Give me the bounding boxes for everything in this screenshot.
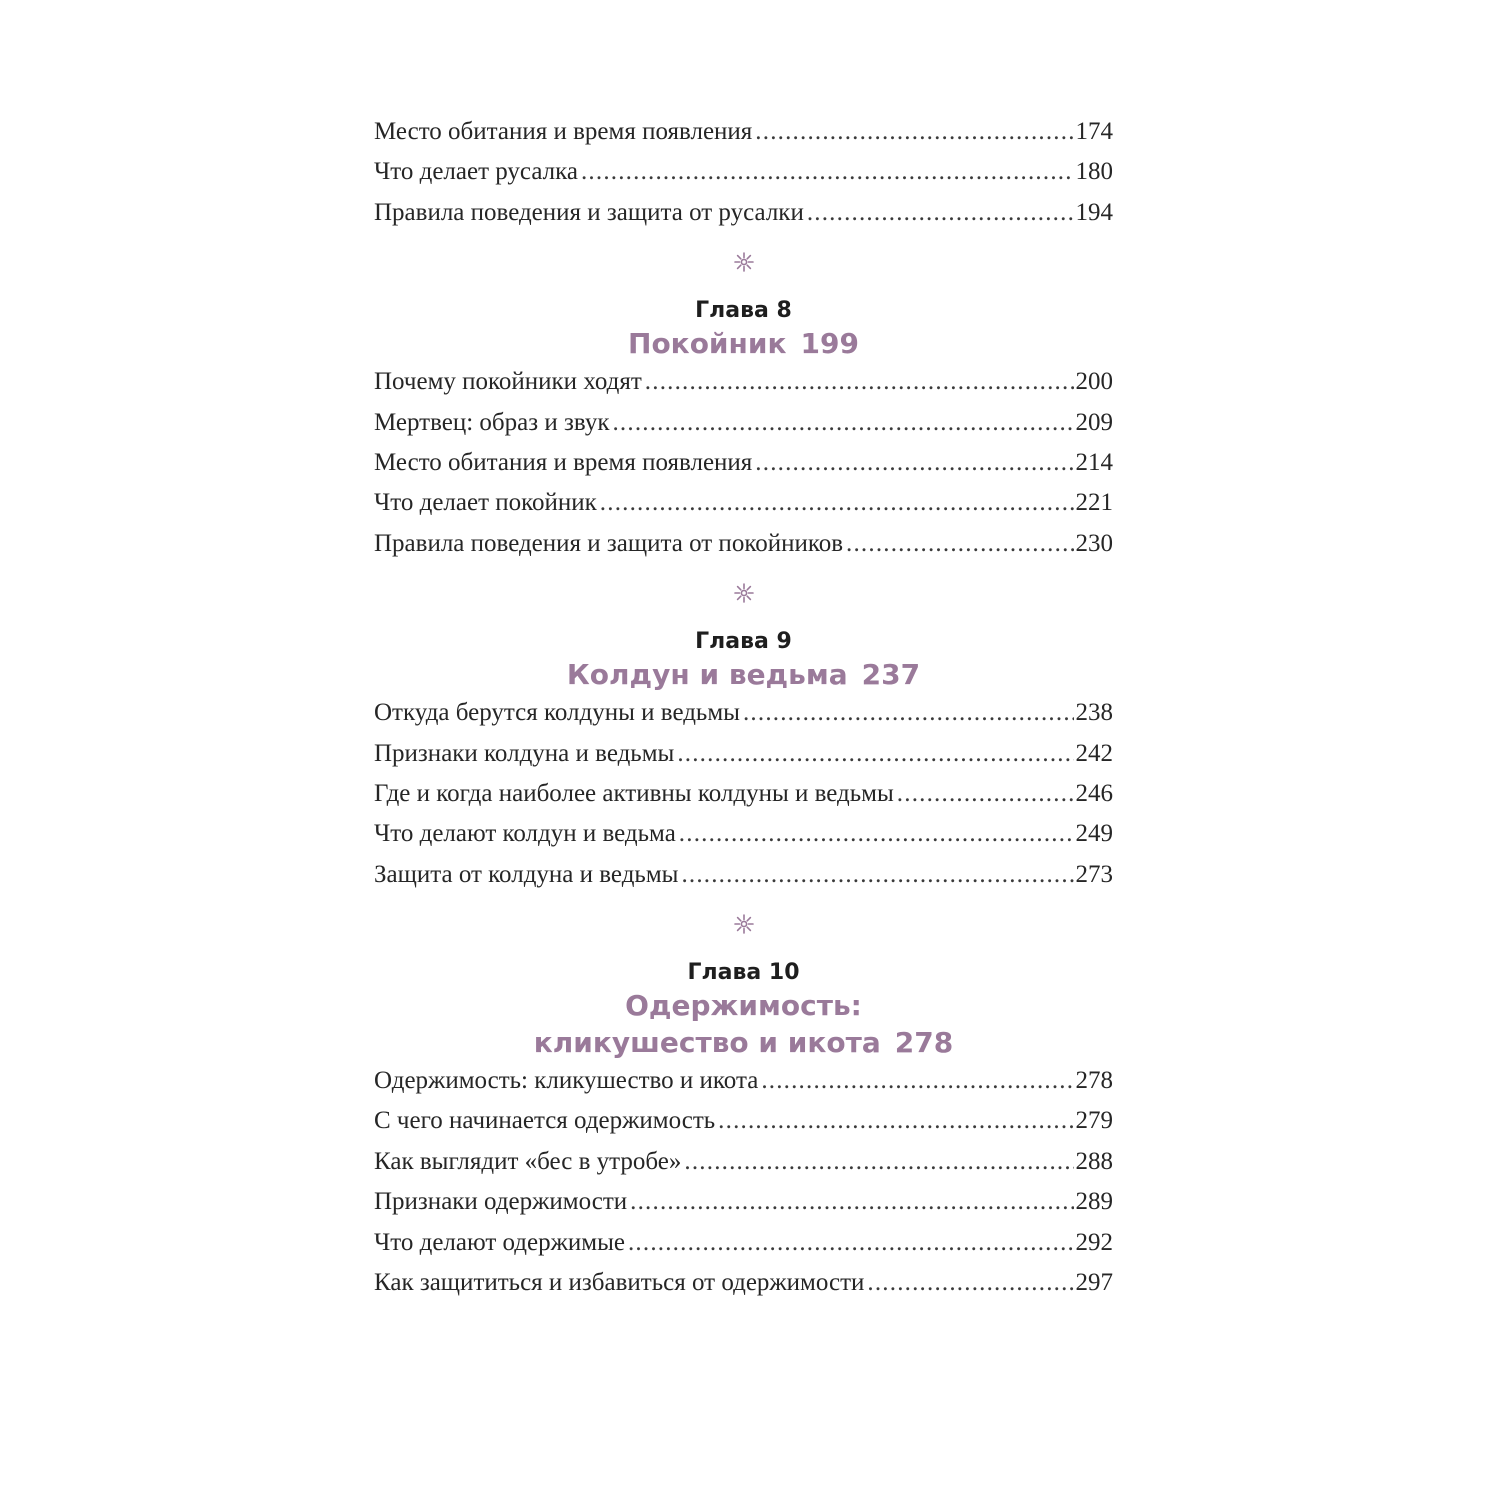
toc-entry-page: 180 [1075, 158, 1113, 186]
dot-leader [684, 1148, 1073, 1176]
toc-entry-page: 194 [1075, 198, 1113, 226]
chapter-title [374, 325, 1113, 362]
chapter-label: Глава 9 [695, 629, 792, 655]
dot-leader [581, 158, 1074, 186]
toc-entry-title: Где и когда наиболее активны колдуны и ведьмы [374, 779, 894, 807]
dot-leader [867, 1269, 1073, 1297]
toc-section-chapter-10 [374, 1067, 1113, 1309]
toc-entry-title: Почему покойники ходят [374, 368, 642, 396]
dot-leader [679, 820, 1074, 848]
toc-entry-title: Признаки колдуна и ведьмы [374, 739, 675, 767]
toc-entry-page: 209 [1075, 408, 1113, 436]
chapter-heading[interactable] [374, 959, 1113, 1061]
dot-leader [630, 1188, 1073, 1216]
toc-entry-page: 288 [1075, 1147, 1113, 1175]
toc-entry-page: 214 [1075, 448, 1113, 476]
toc-entry-page: 230 [1075, 529, 1113, 557]
toc-entry-title: Правила поведения и защита от покойников [374, 529, 844, 557]
toc-entry[interactable] [374, 861, 1113, 901]
chapter-title-line-2: кликушество и икота [533, 1026, 881, 1060]
toc-section-chapter-9 [374, 699, 1113, 901]
chapter-page: 237 [861, 658, 921, 692]
toc-section-intro [374, 118, 1113, 239]
chapter-page: 278 [894, 1026, 954, 1060]
toc-entry-title: Место обитания и время появления [374, 448, 753, 476]
toc-entry-title: Откуда берутся колдуны и ведьмы [374, 699, 740, 727]
toc-entry-title: Как выглядит «бес в утробе» [374, 1147, 682, 1175]
dot-leader [755, 449, 1073, 477]
toc-entry-page: 292 [1075, 1228, 1113, 1256]
toc-entry[interactable] [374, 1107, 1113, 1147]
toc-entry[interactable] [374, 368, 1113, 408]
toc-section-chapter-8 [374, 368, 1113, 570]
toc-entry[interactable] [374, 530, 1113, 570]
dot-leader [807, 199, 1074, 227]
toc-entry[interactable] [374, 699, 1113, 739]
toc-entry-page: 174 [1075, 118, 1113, 145]
toc-entry-title: Место обитания и время появления [374, 118, 753, 145]
chapter-heading[interactable] [374, 297, 1113, 362]
chapter-title-text: Покойник [628, 327, 787, 361]
asterisk-ornament-icon [733, 913, 755, 935]
toc-entry-page: 278 [1075, 1067, 1113, 1095]
section-separator [374, 582, 1113, 622]
toc-entry-title: С чего начинается одержимость [374, 1107, 716, 1135]
toc-entry-page: 246 [1075, 779, 1113, 807]
toc-entry-title: Признаки одержимости [374, 1188, 628, 1216]
chapter-label: Глава 10 [687, 960, 800, 986]
toc-entry-title: Что делает покойник [374, 489, 597, 517]
chapter-page: 199 [800, 327, 859, 361]
toc-entry[interactable] [374, 158, 1113, 198]
dot-leader [681, 861, 1073, 889]
toc-entry-page: 273 [1075, 860, 1113, 888]
toc-entry-title: Как защититься и избавиться от одержимости [374, 1269, 865, 1297]
table-of-contents [374, 118, 1113, 1309]
dot-leader [628, 1229, 1074, 1257]
asterisk-ornament-icon [733, 251, 755, 273]
chapter-heading[interactable] [374, 628, 1113, 693]
toc-entry[interactable] [374, 489, 1113, 529]
toc-entry[interactable] [374, 449, 1113, 489]
dot-leader [718, 1107, 1073, 1135]
dot-leader [600, 489, 1074, 517]
toc-entry-title: Одержимость: кликушество и икота [374, 1067, 759, 1095]
dot-leader [612, 409, 1073, 437]
toc-entry[interactable] [374, 820, 1113, 860]
dot-leader [755, 118, 1073, 146]
toc-entry-page: 289 [1075, 1188, 1113, 1216]
toc-entry-page: 242 [1075, 739, 1113, 767]
toc-entry[interactable] [374, 118, 1113, 158]
toc-entry[interactable] [374, 1269, 1113, 1309]
toc-entry-page: 249 [1075, 820, 1113, 848]
toc-entry[interactable] [374, 199, 1113, 239]
toc-entry-page: 221 [1075, 489, 1113, 517]
toc-entry-title: Что делает русалка [374, 158, 578, 186]
dot-leader [677, 740, 1073, 768]
toc-entry-title: Что делают колдун и ведьма [374, 820, 676, 848]
section-separator [374, 251, 1113, 291]
chapter-title-line-1: Одержимость: [625, 989, 862, 1023]
toc-entry-title: Правила поведения и защита от русалки [374, 198, 804, 226]
toc-entry-title: Защита от колдуна и ведьмы [374, 860, 679, 888]
dot-leader [846, 530, 1073, 558]
toc-entry[interactable] [374, 1148, 1113, 1188]
toc-entry[interactable] [374, 1067, 1113, 1107]
chapter-title-text: Колдун и ведьма [566, 658, 848, 692]
dot-leader [743, 699, 1074, 727]
dot-leader [761, 1067, 1073, 1095]
dot-leader [897, 780, 1074, 808]
dot-leader [645, 368, 1074, 396]
toc-entry[interactable] [374, 740, 1113, 780]
chapter-label: Глава 8 [695, 298, 792, 324]
chapter-title [374, 987, 1113, 1061]
toc-entry-title: Что делают одержимые [374, 1228, 625, 1256]
toc-entry[interactable] [374, 1188, 1113, 1228]
toc-entry[interactable] [374, 1229, 1113, 1269]
asterisk-ornament-icon [733, 582, 755, 604]
toc-entry-title: Мертвец: образ и звук [374, 408, 610, 436]
toc-entry-page: 279 [1075, 1107, 1113, 1135]
chapter-title [374, 656, 1113, 693]
toc-entry-page: 200 [1075, 368, 1113, 396]
toc-entry[interactable] [374, 409, 1113, 449]
toc-entry-page: 238 [1075, 699, 1113, 727]
toc-entry-page: 297 [1075, 1269, 1113, 1297]
section-separator [374, 913, 1113, 953]
toc-entry[interactable] [374, 780, 1113, 820]
